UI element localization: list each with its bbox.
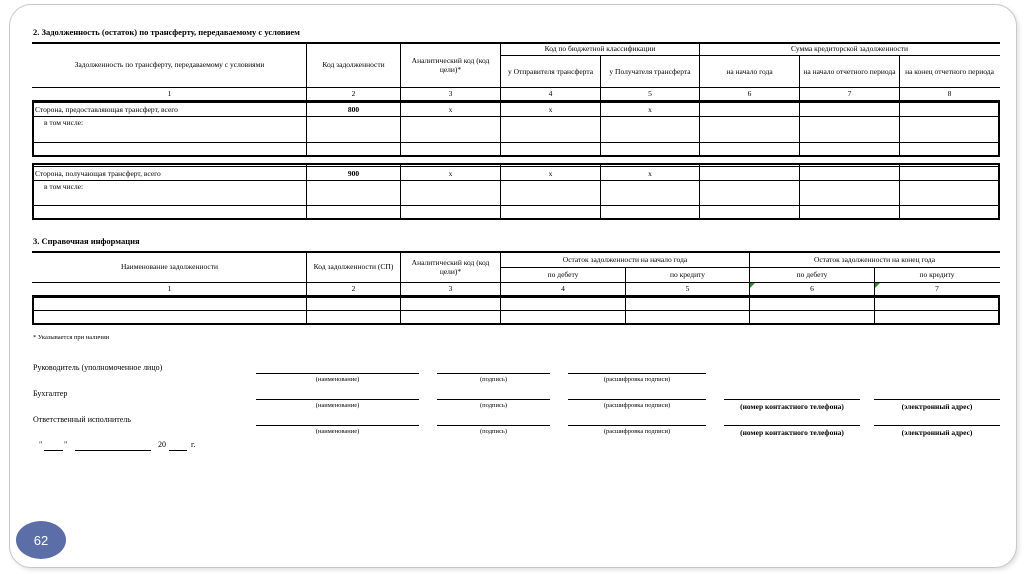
page-number-badge: 62 [16,521,66,559]
sig-executor-cap-decode: (расшифровка подписи) [603,428,671,435]
s3-colnum-7: 7 [935,284,939,294]
sig-head-label: Руководитель (уполномоченное лицо) [33,363,163,372]
s2-header-col7: на начало отчетного периода [803,66,896,76]
s2-colnum-1: 1 [167,89,172,99]
s3-header-start-credit: по кредиту [669,270,706,280]
sig-accountant-email: (электронный адрес) [901,402,973,411]
sig-executor-cap-sign: (подпись) [480,428,507,435]
s2-block2-c5: х [648,168,652,178]
sig-head-cap-decode: (расшифровка подписи) [603,376,671,383]
s2-block2-label: Сторона, получающая трансферт, всего [35,168,161,178]
s2-block1-sub: в том числе: [44,118,84,128]
s3-header-col2: Код задолженности (СП) [313,262,394,272]
s3-header-col1: Наименование задолженности [120,262,219,272]
s2-block1-c4: х [548,104,553,114]
date-quote-close: " [64,440,68,449]
s2-header-col8: на конец отчетного периода [905,66,994,76]
s2-header-col3: Аналитический код (код цели)* [411,55,490,74]
sig-executor-label: Ответственный исполнитель [33,415,131,424]
section3-title: 3. Справочная информация [33,236,140,246]
s2-block2-sub: в том числе: [44,182,84,192]
s3-colnum-3: 3 [448,284,453,294]
s2-colnum-6: 6 [747,89,752,99]
s2-block1-label: Сторона, предоставляющая трансферт, всего [35,104,178,114]
s2-header-col1: Задолженность по трансферту, передаваемому с условиями [74,60,265,70]
s3-header-end-credit: по кредиту [919,270,955,280]
sig-accountant-phone: (номер контактного телефона) [740,402,844,411]
s2-header-col5: у Получателя трансферта [609,66,691,76]
sig-accountant-label: Бухгалтер [33,389,68,398]
s2-header-col2: Код задолженности [322,60,385,70]
s3-colnum-2: 2 [351,284,356,294]
sig-accountant-cap-name: (наименование) [315,402,360,409]
s3-header-col3: Аналитический код (код цели)* [411,257,490,276]
s2-colnum-3: 3 [448,89,453,99]
footnote: * Указывается при наличии [33,334,110,341]
s2-header-credit-group: Сумма кредиторской задолженности [791,44,908,54]
date-year-prefix: 20 [158,440,166,449]
s2-header-budget-group: Код по бюджетной классификации [544,44,656,54]
s2-block2-c3: х [448,168,453,178]
s2-block2-c4: х [548,168,553,178]
s2-colnum-8: 8 [947,89,952,99]
s3-colnum-6: 6 [810,284,814,294]
s2-colnum-2: 2 [351,89,356,99]
s2-colnum-7: 7 [847,89,852,99]
sig-head-cap-name: (наименование) [315,376,360,383]
sig-executor-cap-name: (наименование) [315,428,360,435]
sig-accountant-cap-decode: (расшифровка подписи) [603,402,671,409]
s3-header-end-debit: по дебету [796,270,828,280]
date-quote-open: " [39,440,43,449]
s2-block1-c5: х [648,104,652,114]
date-suffix: г. [191,440,196,449]
s2-header-col4: у Отправителя трансферта [507,66,594,76]
s2-block1-code: 800 [347,104,360,114]
s2-block2-code: 900 [347,168,360,178]
s3-header-end-group: Остаток задолженности на конец года [813,254,936,264]
sig-head-cap-sign: (подпись) [480,376,507,383]
s2-header-col6: на начало года [726,66,773,76]
s2-colnum-4: 4 [548,89,553,99]
s3-colnum-4: 4 [561,284,565,294]
s3-header-start-group: Остаток задолженности на начало года [562,254,688,264]
s3-header-start-debit: по дебету [547,270,579,280]
section2-title: 2. Задолженность (остаток) по трансферту, передаваемому с условием [33,27,300,37]
sig-accountant-cap-sign: (подпись) [480,402,507,409]
s3-colnum-5: 5 [685,284,690,294]
s2-colnum-5: 5 [648,89,652,99]
s3-colnum-1: 1 [167,284,172,294]
sig-executor-email: (электронный адрес) [901,428,973,437]
sig-executor-phone: (номер контактного телефона) [740,428,844,437]
s2-block1-c3: х [448,104,453,114]
